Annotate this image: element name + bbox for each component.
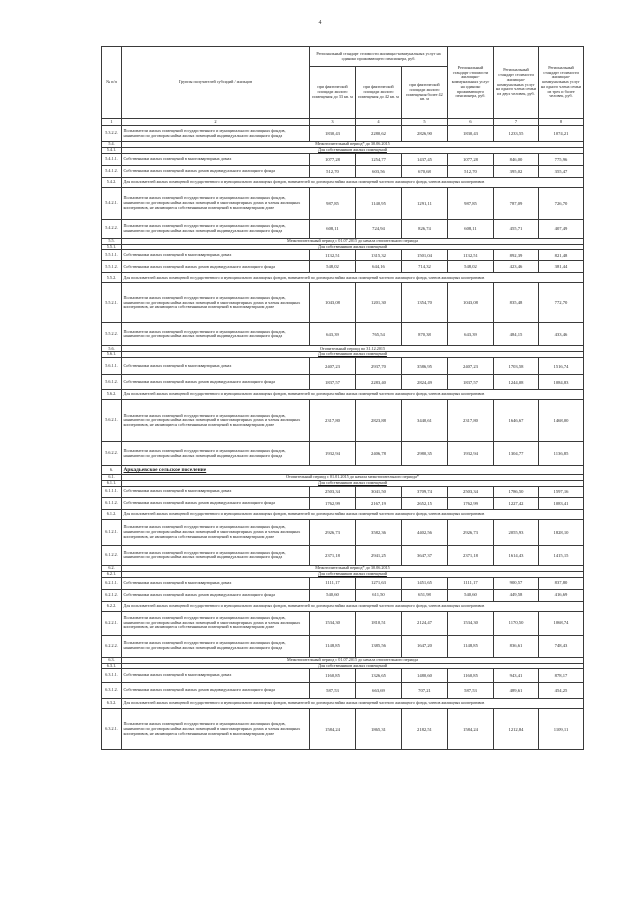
table-row — [102, 165, 584, 177]
column-number: 4 — [356, 119, 402, 126]
rate-value: 2371,18 — [310, 545, 356, 565]
table-row — [102, 219, 584, 238]
row-code: 5.6.1.1. — [102, 358, 122, 375]
row-code: 5.4.2.2. — [102, 219, 122, 238]
rate-value: 416,69 — [539, 589, 584, 601]
rate-value: 1837,57 — [448, 375, 494, 390]
row-code: 5.5.2.2. — [102, 323, 122, 346]
rate-value: 1074,21 — [539, 126, 584, 142]
rate-value: 603,56 — [356, 165, 402, 177]
rate-value: 651,98 — [402, 589, 448, 601]
rate-value: 1304,77 — [494, 442, 539, 466]
rate-value: 892,39 — [494, 250, 539, 261]
rate-value: 987,85 — [310, 187, 356, 219]
rate-value: 3709,74 — [402, 486, 448, 497]
rate-value: 663,69 — [356, 683, 402, 699]
rate-value: 512,70 — [448, 165, 494, 177]
table-row — [102, 466, 584, 475]
rate-value: 1646,67 — [494, 400, 539, 442]
rate-value: 1084,83 — [539, 375, 584, 390]
row-code: 5.5. — [102, 238, 122, 244]
table-row — [102, 442, 584, 466]
rate-value: 2503,34 — [310, 486, 356, 497]
row-code: 5.6. — [102, 346, 122, 352]
row-code: 6.3.1.2. — [102, 683, 122, 699]
rate-value: 489,61 — [494, 683, 539, 699]
period-heading: Межотопительный период* до 30.06.2015 — [315, 141, 390, 147]
rate-value: 2826,90 — [402, 126, 448, 142]
row-code: 5.4.1.2. — [102, 165, 122, 177]
rate-value: 1597,16 — [539, 486, 584, 497]
rate-value: 433,46 — [539, 323, 584, 346]
rate-value: 540,60 — [448, 589, 494, 601]
table-row — [102, 126, 584, 142]
row-group-text: Собственники жилых помещений в многоквартирных домах — [122, 250, 310, 261]
table-row — [102, 283, 584, 323]
merged-cell — [122, 177, 584, 187]
header-rate-group: Региональный стандарт стоимости жилищно-коммунальных услуг на одиноко проживающего пенсионера, руб. — [310, 47, 448, 67]
rate-value: 2182,51 — [402, 709, 448, 750]
rate-value: 2652,15 — [402, 497, 448, 509]
row-code: 6.2.2.2. — [102, 635, 122, 657]
rate-value: 1132,51 — [448, 250, 494, 261]
rate-value: 1762,99 — [448, 497, 494, 509]
rate-value: 2407,23 — [310, 358, 356, 375]
rate-value: 1291,11 — [402, 187, 448, 219]
rate-value: 1762,99 — [310, 497, 356, 509]
table-row — [102, 509, 584, 519]
rate-value: 608,11 — [448, 219, 494, 238]
row-code: 6.1.2.1. — [102, 519, 122, 545]
rate-value: 1083,41 — [539, 497, 584, 509]
rate-value: 643,39 — [310, 323, 356, 346]
rate-value: 3440,61 — [402, 400, 448, 442]
rate-value: 4402,56 — [402, 519, 448, 545]
row-code: 5.4.2.1. — [102, 187, 122, 219]
row-code: 6.1.1.2. — [102, 497, 122, 509]
rate-value: 1160,85 — [310, 669, 356, 683]
table-row — [102, 390, 584, 400]
rate-value: 455,71 — [494, 219, 539, 238]
table-row — [102, 699, 584, 709]
table-row — [102, 635, 584, 657]
rate-value: 3582,36 — [356, 519, 402, 545]
table-row — [102, 153, 584, 165]
rate-value: 835,48 — [494, 283, 539, 323]
category-heading: Для пользователей жилых помещений государственного и муниципального жилищных фондов, нанимателей по договорам найма жилых помещений частного жилищного фонда, членов жилищных кооперативов — [123, 178, 485, 184]
rate-value: 395,02 — [494, 165, 539, 177]
rate-value: 1810,51 — [356, 611, 402, 635]
rate-value: 1480,60 — [402, 669, 448, 683]
column-number: 7 — [494, 119, 539, 126]
column-number: 8 — [539, 119, 584, 126]
rate-value: 643,39 — [448, 323, 494, 346]
merged-cell — [122, 273, 584, 283]
column-number: 3 — [310, 119, 356, 126]
rate-value: 1136,85 — [539, 442, 584, 466]
header-family-of-two: Региональный стандарт стоимости жилищно-коммунальных услуг на одного члена семьи из двух человек, руб. — [494, 47, 539, 119]
category-heading: Для пользователей жилых помещений государственного и муниципального жилищных фондов, нанимателей по договорам найма жилых помещений частного жилищного фонда, членов жилищных кооперативов — [123, 511, 485, 517]
rate-value: 748,43 — [539, 635, 584, 657]
row-group-text: Пользователи жилых помещений государственного и муниципального жилищных фондов, наниматели по договорам найма жилых помещений индивидуального жилищного фонда — [122, 635, 310, 657]
rate-value: 1227,42 — [494, 497, 539, 509]
rate-value: 3041,50 — [356, 486, 402, 497]
rate-value: 484,15 — [494, 323, 539, 346]
rate-value: 772,70 — [539, 283, 584, 323]
rate-value: 900,57 — [494, 577, 539, 589]
table-row — [102, 683, 584, 699]
rate-value: 2926,73 — [448, 519, 494, 545]
table-row — [102, 358, 584, 375]
row-code: 5.6.1.2. — [102, 375, 122, 390]
row-group-text: Собственники жилых помещений жилых домов индивидуального жилищного фонда — [122, 683, 310, 699]
rate-value: 787,09 — [494, 187, 539, 219]
rate-value: 1109,11 — [539, 709, 584, 750]
rate-value: 846,00 — [494, 153, 539, 165]
row-group-text: Собственники жилых помещений жилых домов индивидуального жилищного фонда — [122, 589, 310, 601]
row-group-text: Пользователи жилых помещений государственного и муниципального жилищных фондов, наниматели по договорам найма жилых помещений индивидуального жилищного фонда — [122, 442, 310, 466]
rate-value: 1534,30 — [448, 611, 494, 635]
rate-value: 1077,28 — [448, 153, 494, 165]
subgroup-heading: Для собственников жилых помещений — [318, 147, 387, 152]
row-code: 6.2.2.1. — [102, 611, 122, 635]
row-group-text: Собственники жилых помещений жилых домов индивидуального жилищного фонда — [122, 497, 310, 509]
table-body — [102, 126, 584, 750]
rate-value: 1786,50 — [494, 486, 539, 497]
row-group-text: Пользователи жилых помещений государственного и муниципального жилищных фондов, наниматели по договорам найма жилых помещений индивидуального жилищного фонда — [122, 126, 310, 142]
row-group-text: Собственники жилых помещений в многоквартирных домах — [122, 669, 310, 683]
rate-value: 2407,23 — [448, 358, 494, 375]
rate-value: 2283,40 — [356, 375, 402, 390]
table-row — [102, 261, 584, 273]
header-single-pensioner: Региональный стандарт стоимости жилищно-коммунальных услуг на одиноко проживающего пенсионера, руб. — [448, 47, 494, 119]
rate-value: 1828,10 — [539, 519, 584, 545]
table-row — [102, 709, 584, 750]
row-group-text: Пользователи жилых помещений государственного и муниципального жилищных фондов, наниматели по договорам найма жилых помещений в многоквартирных домах и члены жилищных кооперативов, не являющиеся собственниками помещений в многоквартирном доме — [122, 187, 310, 219]
rate-value: 1111,17 — [448, 577, 494, 589]
subgroup-heading: Для собственников жилых помещений — [318, 663, 387, 668]
row-code: 6. — [102, 466, 122, 475]
rate-value: 1932,94 — [310, 442, 356, 466]
row-code: 6.2.1.1. — [102, 577, 122, 589]
header-area-33: при фактической площади жилого помещения до 33 кв. м — [310, 67, 356, 119]
subgroup-heading: Для собственников жилых помещений — [318, 351, 387, 357]
rate-value: 1415,15 — [539, 545, 584, 565]
row-code: 5.4.2. — [102, 177, 122, 187]
rate-value: 775,96 — [539, 153, 584, 165]
rate-value: 2941,25 — [356, 545, 402, 565]
rate-value: 1437,45 — [402, 153, 448, 165]
page-number: 4 — [318, 20, 322, 26]
rate-value: 2926,73 — [310, 519, 356, 545]
row-code: 5.4.1. — [102, 148, 122, 154]
rate-value: 587,53 — [448, 683, 494, 699]
category-heading: Для пользователей жилых помещений государственного и муниципального жилищных фондов, нанимателей по договорам найма жилых помещений частного жилищного фонда, членов жилищных кооперативов — [123, 274, 485, 280]
rate-value: 1315,32 — [356, 250, 402, 261]
rate-value: 608,11 — [310, 219, 356, 238]
row-code: 5.6.1. — [102, 352, 122, 358]
rate-value: 1068,74 — [539, 611, 584, 635]
table-row — [102, 250, 584, 261]
table-row — [102, 545, 584, 565]
rate-value: 943,41 — [494, 669, 539, 683]
row-code: 5.5.1. — [102, 244, 122, 250]
rate-value: 1830,43 — [448, 126, 494, 142]
period-heading: Межотопительный период с 01.07.2015 до начала отопительного периода — [287, 238, 418, 243]
rate-value: 1584,24 — [448, 709, 494, 750]
row-code: 5.5.2.1. — [102, 283, 122, 323]
column-number: 2 — [122, 119, 310, 126]
rate-value: 1468,00 — [539, 400, 584, 442]
rate-value: 724,94 — [356, 219, 402, 238]
rate-value: 2980,35 — [402, 442, 448, 466]
rate-value: 1043,08 — [310, 283, 356, 323]
rate-value: 512,70 — [310, 165, 356, 177]
row-group-text: Собственники жилых помещений в многоквартирных домах — [122, 358, 310, 375]
rate-value: 1077,28 — [310, 153, 356, 165]
table-row — [102, 323, 584, 346]
table-row — [102, 577, 584, 589]
rate-value: 548,02 — [448, 261, 494, 273]
subgroup-heading: Для собственников жилых помещений — [318, 244, 387, 249]
header-group: Группы получателей субсидий / жильцов — [122, 47, 310, 119]
rate-value: 3586,95 — [402, 358, 448, 375]
rate-value: 2167,19 — [356, 497, 402, 509]
column-number: 5 — [402, 119, 448, 126]
subgroup-heading: Для собственников жилых помещений — [318, 571, 387, 576]
rate-value: 1326,65 — [356, 669, 402, 683]
table-row — [102, 611, 584, 635]
rate-value: 1233,55 — [494, 126, 539, 142]
rate-value: 2503,34 — [448, 486, 494, 497]
rate-value: 355,47 — [539, 165, 584, 177]
category-heading: Для пользователей жилых помещений государственного и муниципального жилищных фондов, нанимателей по договорам найма жилых помещений частного жилищного фонда, членов жилищных кооперативов — [123, 700, 485, 706]
rate-value: 837,80 — [539, 577, 584, 589]
row-group-text: Пользователи жилых помещений государственного и муниципального жилищных фондов, наниматели по договорам найма жилых помещений в многоквартирных домах и члены жилищных кооперативов, не являющиеся собственниками помещений в многоквартирном доме — [122, 400, 310, 442]
table-row — [102, 669, 584, 683]
row-group-text: Пользователи жилых помещений государственного и муниципального жилищных фондов, наниматели по договорам найма жилых помещений индивидуального жилищного фонда — [122, 323, 310, 346]
rate-value: 2124,47 — [402, 611, 448, 635]
header-area-42: при фактической площади жилого помещения до 42 кв. м — [356, 67, 402, 119]
table-row — [102, 497, 584, 509]
rate-value: 1148,85 — [448, 635, 494, 657]
merged-cell — [122, 390, 584, 400]
rate-value: 1703,58 — [494, 358, 539, 375]
rate-value: 1584,24 — [310, 709, 356, 750]
settlement-title: Аркадьевское сельское поселение — [123, 467, 207, 474]
rate-value: 381,44 — [539, 261, 584, 273]
rate-value: 1451,65 — [402, 577, 448, 589]
row-code: 6.1.1.1. — [102, 486, 122, 497]
category-heading: Для пользователей жилых помещений государственного и муниципального жилищных фондов, нанимателей по договорам найма жилых помещений частного жилищного фонда, членов жилищных кооперативов — [123, 602, 485, 608]
rate-value: 2824,49 — [402, 375, 448, 390]
row-group-text: Собственники жилых помещений жилых домов индивидуального жилищного фонда — [122, 165, 310, 177]
row-code: 5.4. — [102, 142, 122, 148]
rate-value: 1111,17 — [310, 577, 356, 589]
rate-value: 2406,78 — [356, 442, 402, 466]
rate-value: 449,58 — [494, 589, 539, 601]
table-row — [102, 177, 584, 187]
row-code: 5.6.2.1. — [102, 400, 122, 442]
rate-value: 540,60 — [310, 589, 356, 601]
rate-value: 836,61 — [494, 635, 539, 657]
table-row — [102, 375, 584, 390]
row-group-text: Пользователи жилых помещений государственного и муниципального жилищных фондов, наниматели по договорам найма жилых помещений индивидуального жилищного фонда — [122, 545, 310, 565]
row-group-text: Собственники жилых помещений в многоквартирных домах — [122, 153, 310, 165]
row-code: 6.2.1. — [102, 571, 122, 577]
row-group-text: Пользователи жилых помещений государственного и муниципального жилищных фондов, наниматели по договорам найма жилых помещений индивидуального жилищного фонда — [122, 219, 310, 238]
rate-value: 2055,93 — [494, 519, 539, 545]
rate-value: 714,32 — [402, 261, 448, 273]
row-code: 5.5.2. — [102, 273, 122, 283]
row-code: 6.3.1.1. — [102, 669, 122, 683]
row-group-text: Пользователи жилых помещений государственного и муниципального жилищных фондов, наниматели по договорам найма жилых помещений в многоквартирных домах и члены жилищных кооперативов, не являющиеся собственниками помещений в многоквартирном доме — [122, 519, 310, 545]
row-code: 6.1.2. — [102, 509, 122, 519]
table-row — [102, 486, 584, 497]
rate-value: 821,48 — [539, 250, 584, 261]
row-group-text: Собственники жилых помещений жилых домов индивидуального жилищного фонда — [122, 261, 310, 273]
row-code: 6.1.2.2. — [102, 545, 122, 565]
row-code: 6.3. — [102, 657, 122, 663]
rate-value: 1160,85 — [448, 669, 494, 683]
rate-value: 2317,80 — [310, 400, 356, 442]
row-code: 5.4.1.1. — [102, 153, 122, 165]
rate-value: 454,25 — [539, 683, 584, 699]
rate-value: 1932,94 — [448, 442, 494, 466]
rate-value: 765,54 — [356, 323, 402, 346]
rate-value: 611,50 — [356, 589, 402, 601]
merged-cell — [122, 601, 584, 611]
rate-value: 1201,30 — [356, 283, 402, 323]
rate-value: 1501,04 — [402, 250, 448, 261]
rate-value: 587,53 — [310, 683, 356, 699]
table-row — [102, 601, 584, 611]
rate-value: 1043,08 — [448, 283, 494, 323]
category-heading: Для пользователей жилых помещений государственного и муниципального жилищных фондов, нанимателей по договорам найма жилых помещений частного жилищного фонда, членов жилищных кооперативов — [123, 391, 485, 397]
period-heading: Межотопительный период* до 30.06.2015 — [315, 565, 390, 570]
rate-value: 2937,70 — [356, 358, 402, 375]
rate-value: 1614,43 — [494, 545, 539, 565]
row-group-text: Собственники жилых помещений в многоквартирных домах — [122, 577, 310, 589]
table-row — [102, 519, 584, 545]
period-heading: Отопительный период по 31.12.2015 — [319, 345, 386, 351]
row-code: 5.3.2.2. — [102, 126, 122, 142]
row-code: 5.5.1.1. — [102, 250, 122, 261]
rate-value: 670,68 — [402, 165, 448, 177]
row-code: 6.2.2. — [102, 601, 122, 611]
header-number: № п/п — [102, 47, 122, 119]
rate-value: 2280,62 — [356, 126, 402, 142]
rate-value: 423,46 — [494, 261, 539, 273]
rate-value: 707,21 — [402, 683, 448, 699]
rate-value: 1244,08 — [494, 375, 539, 390]
column-numbers-row — [102, 119, 584, 126]
table-row — [102, 187, 584, 219]
rate-value: 1385,56 — [356, 635, 402, 657]
column-number: 1 — [102, 119, 122, 126]
row-code: 5.5.1.2. — [102, 261, 122, 273]
rate-value: 2371,18 — [448, 545, 494, 565]
row-code: 6.3.1. — [102, 663, 122, 669]
subgroup-heading: Для собственников жилых помещений — [318, 480, 387, 486]
period-heading: Межотопительный период с 01.07.2015 до начала отопительного периода — [287, 657, 418, 662]
row-code: 5.6.2.2. — [102, 442, 122, 466]
rate-value: 726,70 — [539, 187, 584, 219]
rate-value: 2317,80 — [448, 400, 494, 442]
rate-value: 407,49 — [539, 219, 584, 238]
rate-value: 1254,77 — [356, 153, 402, 165]
table-row — [102, 273, 584, 283]
regional-standards-table — [101, 46, 584, 750]
row-group-text: Пользователи жилых помещений государственного и муниципального жилищных фондов, наниматели по договорам найма жилых помещений в многоквартирных домах и члены жилищных кооперативов, не являющиеся собственниками помещений в многоквартирном доме — [122, 611, 310, 635]
period-heading: Отопительный период с 01.01.2015 до начала межотопительного периода* — [286, 474, 419, 480]
table-row — [102, 589, 584, 601]
rate-value: 1830,43 — [310, 126, 356, 142]
rate-value: 1132,51 — [310, 250, 356, 261]
rate-value: 1865,31 — [356, 709, 402, 750]
rate-value: 3647,37 — [402, 545, 448, 565]
row-code: 6.3.2. — [102, 699, 122, 709]
header-area-over-42: при фактической площади жилого помещения более 42 кв. м — [402, 67, 448, 119]
rate-value: 1516,74 — [539, 358, 584, 375]
rate-value: 1534,30 — [310, 611, 356, 635]
rate-value: 1354,70 — [402, 283, 448, 323]
rate-value: 1212,84 — [494, 709, 539, 750]
rate-value: 548,02 — [310, 261, 356, 273]
table-row — [102, 400, 584, 442]
row-code: 6.3.2.1. — [102, 709, 122, 750]
rate-value: 870,38 — [402, 323, 448, 346]
merged-cell — [122, 699, 584, 709]
rate-value: 2823,88 — [356, 400, 402, 442]
rate-value: 987,85 — [448, 187, 494, 219]
row-group-text: Пользователи жилых помещений государственного и муниципального жилищных фондов, наниматели по договорам найма жилых помещений в многоквартирных домах и члены жилищных кооперативов, не являющиеся собственниками помещений в многоквартирном доме — [122, 283, 310, 323]
row-group-text: Собственники жилых помещений жилых домов индивидуального жилищного фонда — [122, 375, 310, 390]
rate-value: 1148,85 — [310, 635, 356, 657]
merged-cell — [122, 509, 584, 519]
row-code: 6.1.1. — [102, 481, 122, 487]
row-group-text: Пользователи жилых помещений государственного и муниципального жилищных фондов, наниматели по договорам найма жилых помещений в многоквартирных домах и члены жилищных кооперативов, не являющиеся собственниками помещений в многоквартирном доме — [122, 709, 310, 750]
row-code: 6.2.1.2. — [102, 589, 122, 601]
row-group-text: Собственники жилых помещений в многоквартирных домах — [122, 486, 310, 497]
row-code: 6.2. — [102, 565, 122, 571]
row-code: 6.1. — [102, 475, 122, 481]
header-family-of-three: Региональный стандарт стоимости жилищно-коммунальных услуг на одного члена семьи из трех и более человек, руб. — [539, 47, 584, 119]
rate-value: 1140,95 — [356, 187, 402, 219]
column-number: 6 — [448, 119, 494, 126]
rate-value: 826,74 — [402, 219, 448, 238]
rate-value: 1647,20 — [402, 635, 448, 657]
rate-value: 1837,57 — [310, 375, 356, 390]
rate-value: 1170,50 — [494, 611, 539, 635]
rate-value: 878,17 — [539, 669, 584, 683]
section-cell — [122, 466, 584, 475]
rate-value: 644,16 — [356, 261, 402, 273]
rate-value: 1271,63 — [356, 577, 402, 589]
row-code: 5.6.2. — [102, 390, 122, 400]
